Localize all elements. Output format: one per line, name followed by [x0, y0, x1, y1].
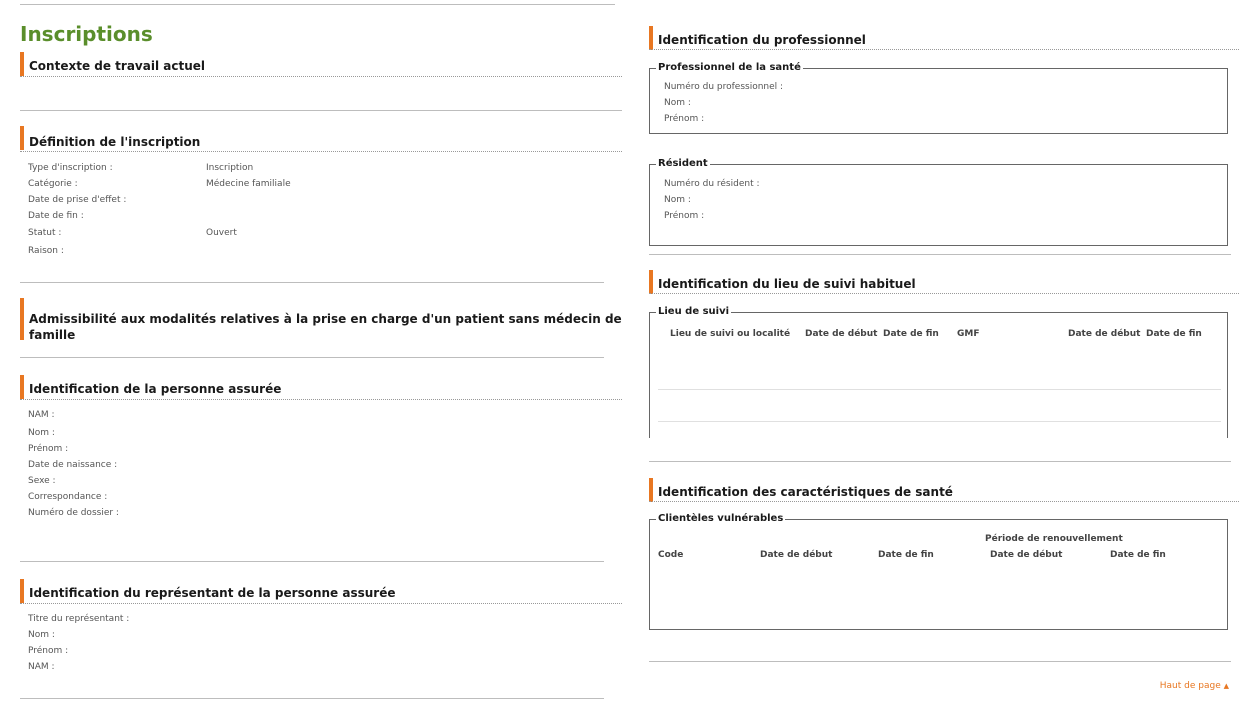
- section-heading: Identification du représentant de la personne assurée: [29, 586, 396, 600]
- left-column: [20, 0, 622, 717]
- field-nam: [28, 410, 55, 420]
- field-statut: [28, 228, 237, 238]
- column-header: Date de début: [990, 550, 1063, 560]
- fieldset-legend: Clientèles vulnérables: [658, 513, 784, 524]
- fieldset-legend: Professionnel de la santé: [658, 62, 801, 73]
- section-accent-bar: [649, 478, 653, 502]
- section-heading: Identification de la personne assurée: [29, 382, 282, 396]
- section-divider: [20, 282, 604, 283]
- section-heading: Identification du lieu de suivi habituel: [658, 277, 916, 291]
- section-accent-bar: [20, 126, 24, 150]
- field-prenom: Prénom :: [664, 211, 705, 221]
- field-correspondance: [28, 492, 107, 502]
- field-prenom: [28, 646, 68, 656]
- field-label: Statut :: [28, 228, 62, 238]
- triangle-up-icon: ▲: [1223, 682, 1229, 690]
- page-title: Inscriptions: [20, 22, 153, 46]
- field-label: Correspondance :: [28, 492, 108, 502]
- field-label: Prénom :: [28, 444, 69, 454]
- section-caracteristiques-sante: [649, 478, 1239, 504]
- section-accent-bar: [649, 26, 653, 50]
- field-raison: [28, 246, 206, 256]
- section-heading: Identification du professionnel: [658, 33, 866, 47]
- section-accent-bar: [20, 52, 24, 76]
- column-header: Date de début: [1068, 329, 1141, 339]
- field-nam: [28, 662, 55, 672]
- section-accent-bar: [649, 270, 653, 294]
- section-accent-bar: [20, 579, 24, 603]
- field-numero-resident: Numéro du résident :: [664, 179, 760, 189]
- section-divider: [649, 254, 1231, 255]
- field-nom: Nom :: [664, 195, 691, 205]
- field-label: Type d'inscription :: [28, 163, 113, 173]
- fieldset-professionnel-sante: [649, 62, 1228, 134]
- column-header: Code: [658, 550, 684, 560]
- section-divider: [20, 698, 604, 699]
- field-label: Date de naissance :: [28, 460, 118, 470]
- section-dotted-rule: [649, 501, 1239, 502]
- section-divider: [649, 661, 1231, 662]
- back-to-top-label: Haut de page: [1159, 681, 1221, 691]
- field-label: Nom :: [28, 428, 55, 438]
- field-numero-professionnel: Numéro du professionnel :: [664, 82, 784, 92]
- field-label: Prénom :: [28, 646, 69, 656]
- field-titre-representant: [28, 614, 129, 624]
- section-heading: Contexte de travail actuel: [29, 59, 205, 73]
- section-divider: [20, 110, 622, 111]
- field-value: Inscription: [206, 163, 254, 173]
- field-date-fin: [28, 211, 206, 221]
- field-prenom: [28, 444, 68, 454]
- column-header: GMF: [957, 329, 980, 339]
- right-column: [649, 0, 1239, 717]
- column-header: Date de début: [805, 329, 878, 339]
- column-header: Date de début: [760, 550, 833, 560]
- section-heading: Identification des caractéristiques de santé: [658, 485, 953, 499]
- section-definition: [20, 126, 622, 152]
- column-header: Date de fin: [1146, 329, 1202, 339]
- field-value: Médecine familiale: [206, 179, 291, 189]
- field-label: Date de prise d'effet :: [28, 195, 127, 205]
- column-header: Lieu de suivi ou localité: [670, 329, 791, 339]
- section-contexte: [20, 52, 622, 78]
- section-dotted-rule: [20, 399, 622, 400]
- fieldset-legend: Lieu de suivi: [658, 306, 730, 317]
- section-lieu-suivi: [649, 270, 1239, 296]
- section-dotted-rule: [20, 603, 622, 604]
- field-value: Ouvert: [206, 228, 237, 238]
- field-label: Numéro de dossier :: [28, 508, 119, 518]
- section-dotted-rule: [649, 49, 1239, 50]
- fieldset-clienteles-vulnerables: [649, 513, 1228, 630]
- field-prenom: Prénom :: [664, 114, 705, 124]
- section-dotted-rule: [20, 151, 622, 152]
- column-header: Date de fin: [1110, 550, 1166, 560]
- field-label: NAM :: [28, 662, 55, 672]
- section-accent-bar: [20, 298, 24, 340]
- section-professionnel: [649, 26, 1239, 52]
- field-sexe: [28, 476, 56, 486]
- table-row-separator: [658, 389, 1221, 390]
- field-label: Titre du représentant :: [28, 614, 130, 624]
- field-label: NAM :: [28, 410, 55, 420]
- section-heading-line1: Admissibilité aux modalités relatives à la prise en charge d'un patient sans médecin de: [29, 312, 622, 326]
- section-heading: Définition de l'inscription: [29, 135, 201, 149]
- field-nom: [28, 630, 55, 640]
- section-divider: [20, 561, 604, 562]
- field-nom: Nom :: [664, 98, 691, 108]
- field-label: Date de fin :: [28, 211, 84, 221]
- field-categorie: [28, 179, 291, 189]
- section-divider: [649, 461, 1231, 462]
- section-dotted-rule: [20, 76, 622, 77]
- field-type-inscription: [28, 163, 253, 173]
- section-accent-bar: [20, 375, 24, 399]
- column-header: Date de fin: [878, 550, 934, 560]
- field-label: Nom :: [28, 630, 55, 640]
- section-personne: [20, 375, 622, 401]
- field-numero-dossier: [28, 508, 119, 518]
- field-date-prise-effet: [28, 195, 206, 205]
- fieldset-resident: [649, 158, 1228, 246]
- field-label: Catégorie :: [28, 179, 78, 189]
- fieldset-legend: Résident: [658, 158, 708, 169]
- section-admissibilite: [20, 298, 622, 342]
- field-label: Raison :: [28, 246, 64, 256]
- field-nom: [28, 428, 55, 438]
- section-dotted-rule: [649, 293, 1239, 294]
- table-row-separator: [658, 421, 1221, 422]
- section-divider: [20, 357, 604, 358]
- fieldset-lieu-suivi: [649, 306, 1228, 438]
- field-date-naissance: [28, 460, 117, 470]
- field-label: Sexe :: [28, 476, 56, 486]
- section-representant: [20, 579, 622, 605]
- back-to-top-link[interactable]: [1160, 681, 1229, 691]
- group-header: Période de renouvellement: [985, 534, 1123, 544]
- section-heading-line2: famille: [29, 328, 76, 342]
- column-header: Date de fin: [883, 329, 939, 339]
